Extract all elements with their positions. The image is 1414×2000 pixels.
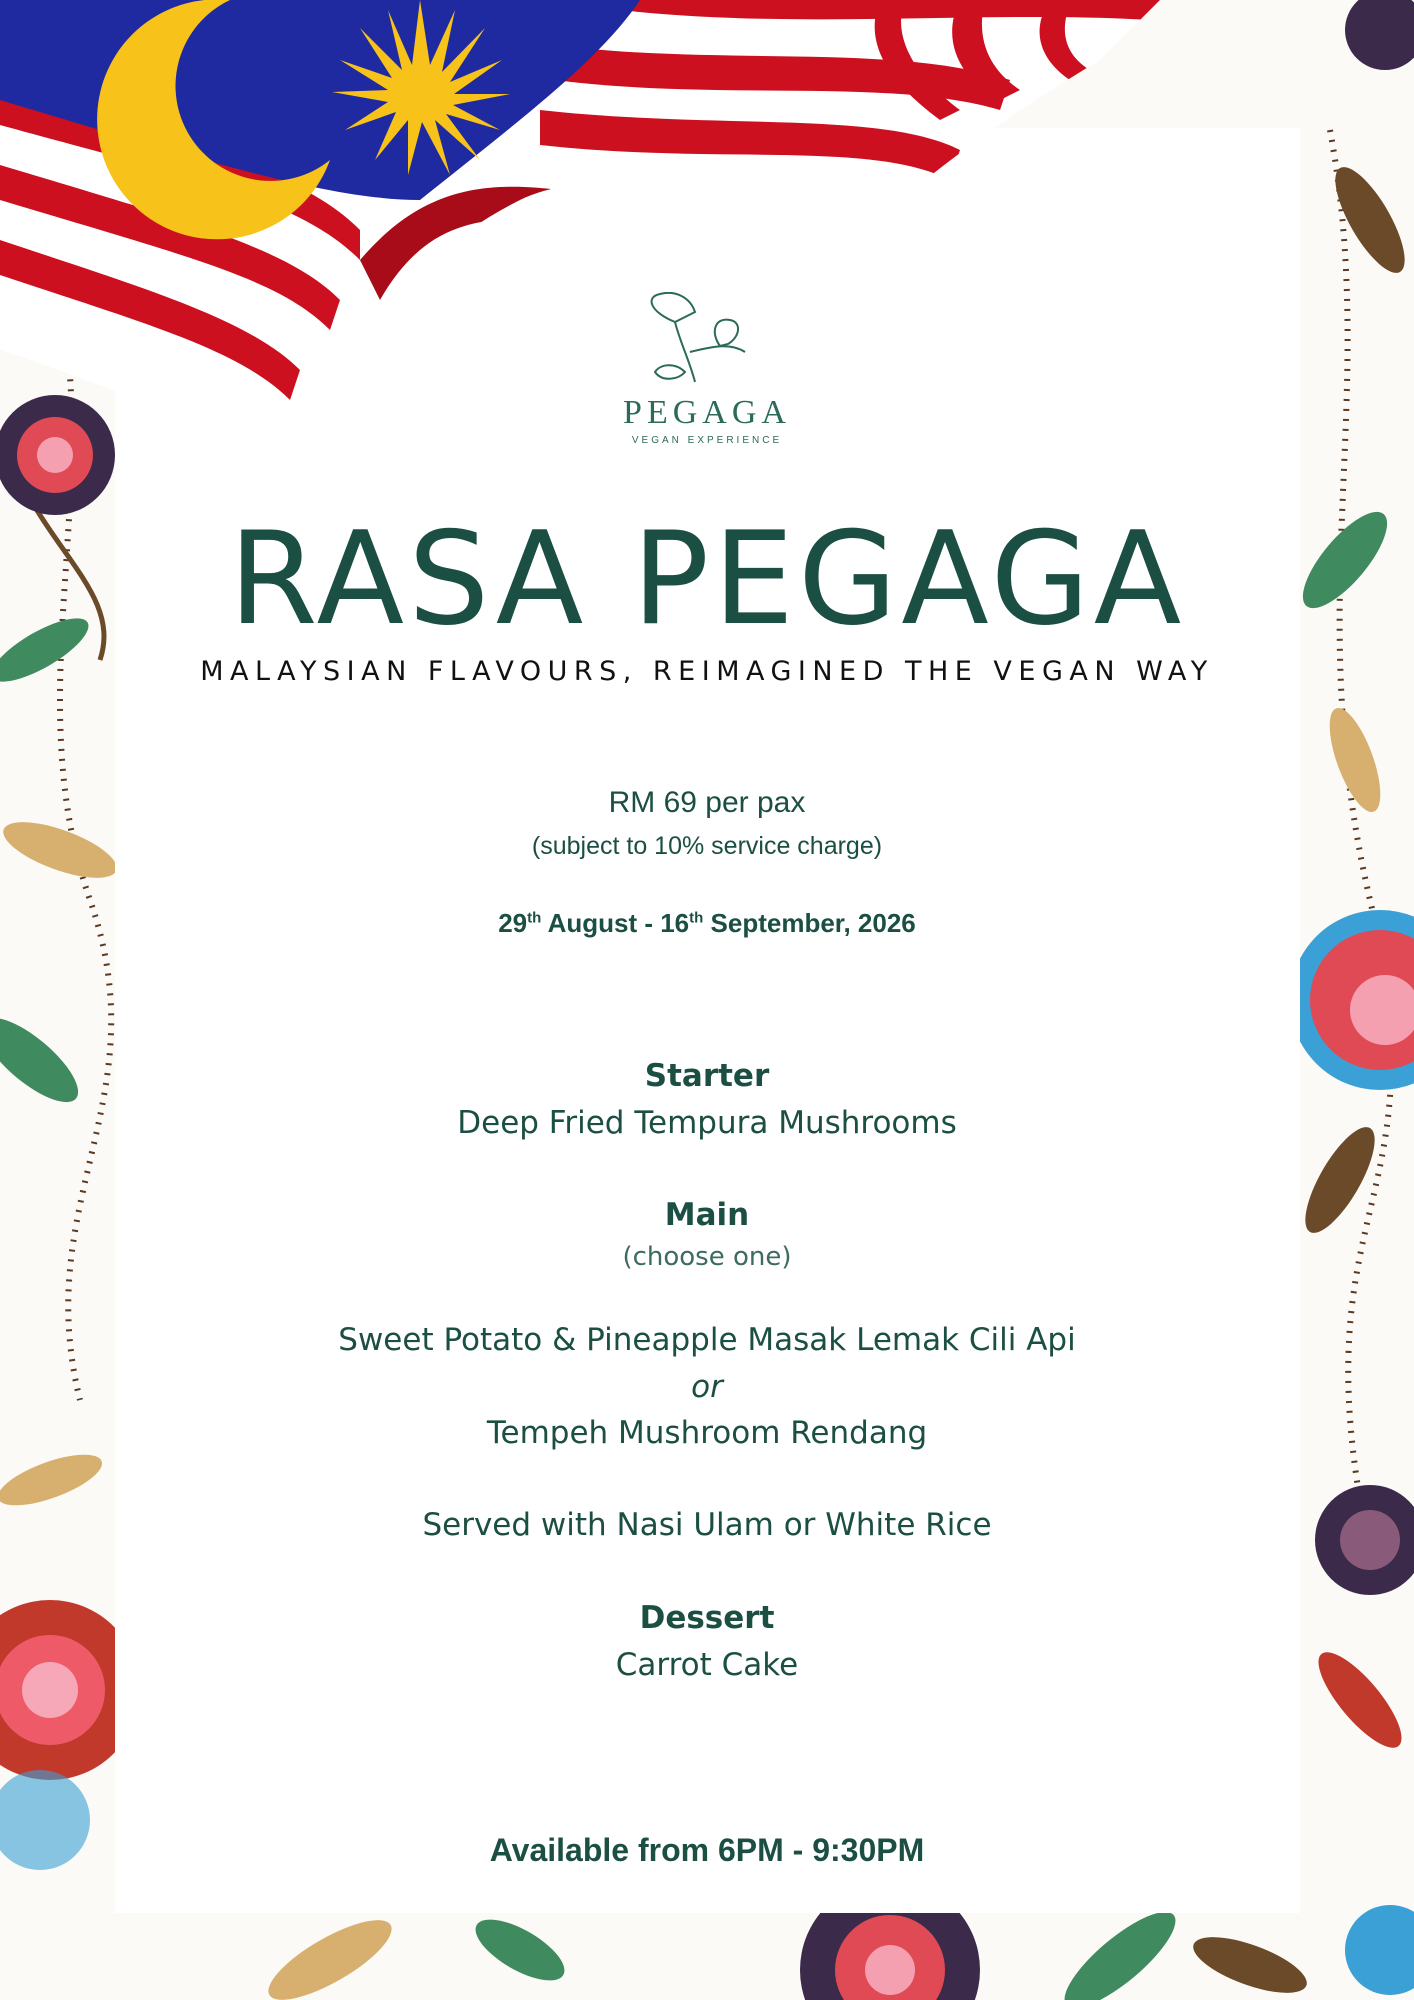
main-option-2: Tempeh Mushroom Rendang [486,1415,928,1451]
start-day: 29 [498,908,528,938]
brand-tagline: VEGAN EXPERIENCE [631,435,783,446]
malaysia-flag-illustration [0,0,1160,440]
main-or-divider: or [691,1369,723,1405]
end-day-suffix: th [689,909,704,927]
dessert-heading: Dessert [639,1600,775,1636]
ginkgo-leaf-icon [640,292,750,387]
end-month-year: September, 2026 [703,908,916,938]
page-subtitle: MALAYSIAN FLAVOURS, REIMAGINED THE VEGAN WAY [200,656,1214,687]
price-text: RM 69 per pax [608,786,806,819]
main-heading: Main [664,1197,750,1233]
promotion-dates [0,908,1414,939]
start-month: August - [541,908,661,938]
end-day: 16 [660,908,690,938]
main-option-1: Sweet Potato & Pineapple Masak Lemak Cili Api [338,1322,1076,1358]
dessert-item: Carrot Cake [615,1647,799,1683]
start-day-suffix: th [527,909,542,927]
brand-name: PEGAGA [623,394,791,431]
served-with-text: Served with Nasi Ulam or White Rice [422,1507,992,1543]
starter-heading: Starter [644,1058,770,1094]
availability-text: Available from 6PM - 9:30PM [489,1832,925,1868]
page-title: RASA PEGAGA [228,505,1186,654]
service-charge-text: (subject to 10% service charge) [531,832,883,860]
main-choose-note: (choose one) [622,1242,792,1272]
starter-item: Deep Fried Tempura Mushrooms [457,1105,957,1141]
